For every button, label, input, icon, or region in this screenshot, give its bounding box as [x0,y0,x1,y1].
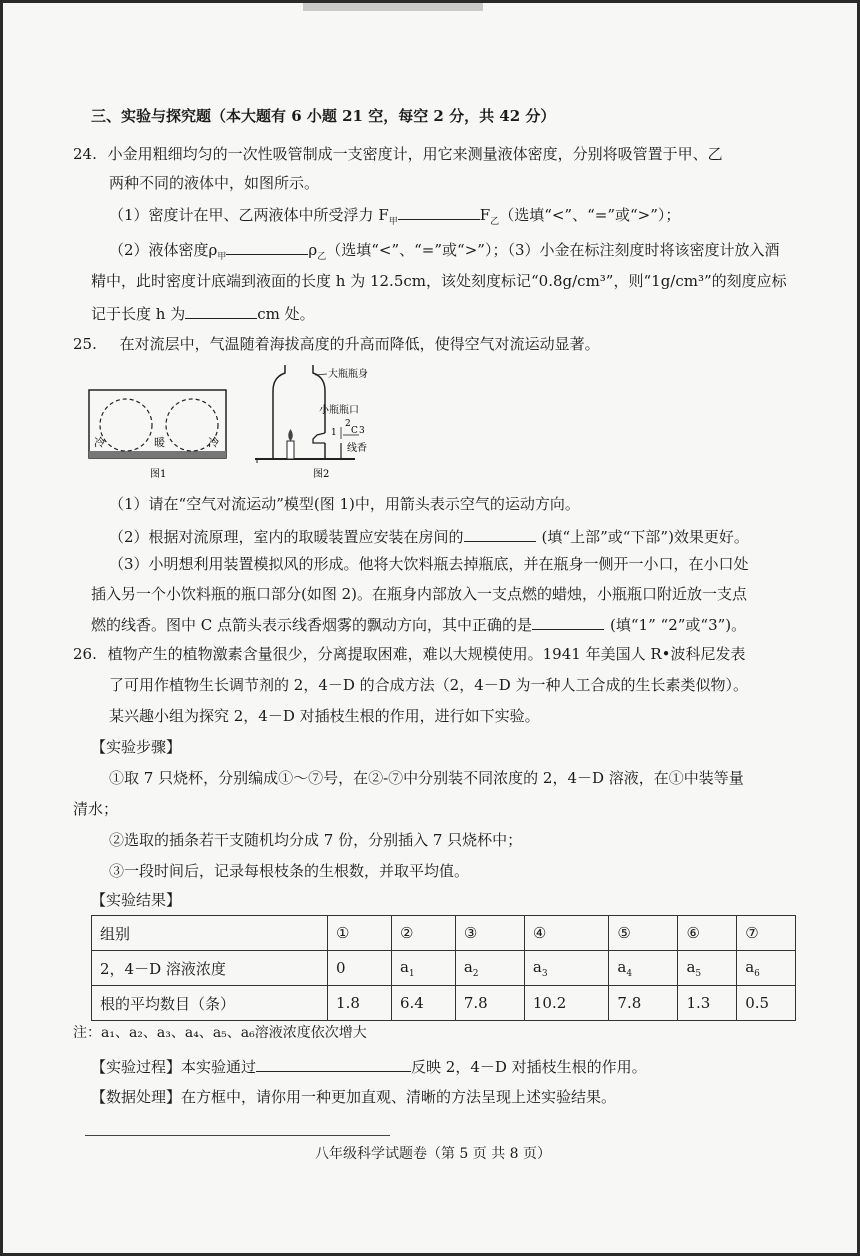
q26-number: 26. [73,645,97,663]
q24-part1-f: F [479,206,491,224]
q24-sub-jia2: 甲 [217,252,227,262]
table-cell: 0 [328,951,392,986]
q24-sub-jia: 甲 [388,217,398,227]
q25-part3-hint: (填“1” “2”或“3”)。 [610,616,747,634]
fig1-caption: 图1 [150,469,167,480]
table-cell: 2，4－D 溶液浓度 [92,951,328,986]
q24-part2 [109,238,780,267]
table-cell: ⑦ [737,916,796,951]
table-cell: $a_1$ [391,951,455,986]
table-cell: ④ [524,916,609,951]
table-cell: 6.4 [391,986,455,1021]
steps-title: 【实验步骤】 [91,738,182,756]
candle-flame [288,429,293,441]
q25-part1: （1）请在“空气对流运动”模型(图 1)中，用箭头表示空气的运动方向。 [109,495,580,513]
table-cell: 1.3 [678,986,737,1021]
big-bottle-outline [273,365,325,459]
table-cell: ③ [455,916,524,951]
q25-part2-hint: (填“上部”或“下部”)效果更好。 [541,528,749,546]
q25-text1: 在对流层中，气温随着海拔高度的升高而降低，使得空气对流运动显著。 [119,335,600,353]
q25-blank1[interactable] [464,525,536,542]
result-title: 【实验结果】 [91,891,182,909]
process-blank[interactable] [256,1055,411,1072]
q24-line1 [73,144,723,164]
fig1-cold-left: 冷 [94,436,105,449]
q25-part3-text: 燃的线香。图中 C 点箭头表示线香烟雾的飘动方向，其中正确的是 [91,616,533,634]
fig2-c: C [351,426,358,436]
q24-part1-hint: （选填“<”、“=”或“>”）； [499,206,681,224]
table-cell: $a_2$ [455,951,524,986]
table-cell: $a_4$ [609,951,678,986]
q24-part2-hint: （选填“<”、“=”或“>”）；（3）小金在标注刻度时将该密度计放入酒 [326,241,780,259]
q25-part3-line3 [91,613,746,635]
process-text: 【实验过程】本实验通过 [91,1058,257,1076]
table-cell: 10.2 [524,986,609,1021]
process-text-end: 反映 2，4－D 对插枝生根的作用。 [411,1058,647,1076]
table-cell: ② [391,916,455,951]
small-bottle-mouth [313,433,325,443]
table-cell: 0.5 [737,986,796,1021]
step-1-line1: ①取 7 只烧杯，分别编成①～⑦号，在②-⑦中分别装不同浓度的 2，4－D 溶液，在①中装等量 [109,769,744,787]
q24-part4-text: 记于长度 h 为 [91,305,186,323]
table-cell: $a_5$ [678,951,737,986]
candle [287,441,294,459]
table-note: 注：a₁、a₂、a₃、a₄、a₅、a₆溶液浓度依次增大 [73,1025,367,1041]
q25-part3-line1: （3）小明想利用装置模拟风的形成。他将大饮料瓶去掉瓶底，并在瓶身一侧开一小口，在小口处 [109,555,749,573]
q26-line2: 了可用作植物生长调节剂的 2，4－D 的合成方法（2，4－D 为一种人工合成的生长素类似物）。 [109,676,749,694]
q24-number: 24. [73,145,97,163]
q26-text1: 植物产生的植物激素含量很少，分离提取困难，难以大规模使用。1941 年美国人 R•波科尼发表 [107,645,746,663]
table-cell: 根的平均数目（条） [92,986,328,1021]
table-cell: 组别 [92,916,328,951]
q26-line1 [73,644,746,664]
fig2-incense-label: 线香 [347,443,367,454]
step-3: ③一段时间后，记录每根枝条的生根数，并取平均值。 [109,862,470,880]
fig1-cold-right: 冷 [208,436,219,449]
footer-divider [85,1135,390,1136]
q25-part2-text: （2）根据对流原理，室内的取暖装置应安装在房间的 [109,528,464,546]
q24-line2: 两种不同的液体中，如图所示。 [109,174,320,192]
results-table [91,915,796,1021]
fig1-warm: 暖 [154,436,165,449]
page-footer: 八年级科学试题卷（第 5 页 共 8 页） [314,1146,552,1162]
data-processing-line: 【数据处理】在方框中，请你用一种更加直观、清晰的方法呈现上述实验结果。 [91,1088,617,1106]
q24-part2-text: （2）液体密度ρ [109,241,218,259]
q26-line3: 某兴趣小组为探究 2，4－D 对插枝生根的作用，进行如下实验。 [109,707,540,725]
q25-part2 [109,525,749,547]
process-line [91,1055,647,1077]
fig2-num-2: 2 [345,419,351,429]
q24-blank2[interactable] [226,238,308,255]
q24-part4-unit: cm 处。 [257,305,315,323]
q24-part3: 精中，此时密度计底端到液面的长度 h 为 12.5cm，该处刻度标记“0.8g/cm³”，则“1g/cm³”的刻度应标 [91,272,787,290]
q25-line1 [73,334,600,354]
figure-1-convection-model [88,389,228,481]
table-cell: 7.8 [609,986,678,1021]
figure-2-wind-apparatus [255,363,385,481]
q24-part1-text: （1）密度计在甲、乙两液体中所受浮力 F [109,206,389,224]
q24-part2-rho: ρ [308,241,318,259]
section-title: 三、实验与探究题（本大题有 6 小题 21 空，每空 2 分，共 42 分） [91,107,556,125]
table-cell: $a_6$ [737,951,796,986]
step-2: ②选取的插条若干支随机均分成 7 份，分别插入 7 只烧杯中； [109,831,523,849]
step-1-line2: 清水； [73,800,119,818]
fig2-label-body: 大瓶瓶身 [328,369,368,380]
q24-blank3[interactable] [185,302,257,319]
table-cell: ⑤ [609,916,678,951]
q24-part4 [91,302,315,324]
q25-number: 25. [73,335,97,353]
fig2-label-mouth: 小瓶瓶口 [319,405,359,416]
table-row [92,916,796,951]
table-cell: ⑥ [678,916,737,951]
table-row [92,951,796,986]
scan-mark [303,3,483,11]
fig2-caption: 图2 [313,469,330,480]
q25-blank2[interactable] [532,613,604,630]
q24-sub-yi2: 乙 [317,252,327,262]
table-cell: 7.8 [455,986,524,1021]
q25-part3-line2: 插入另一个小饮料瓶的瓶口部分(如图 2)。在瓶身内部放入一支点燃的蜡烛，小瓶瓶口附近放一支点 [91,585,748,603]
fig2-num-3: 3 [359,426,365,436]
q24-sub-yi: 乙 [490,217,500,227]
left-convection-circle [100,399,152,451]
table-cell: $a_3$ [524,951,609,986]
q24-part1 [109,203,680,232]
table-row [92,986,796,1021]
table-cell: ① [328,916,392,951]
table-cell: 1.8 [328,986,392,1021]
fig2-num-1: 1 [331,428,337,438]
q24-text1: 小金用粗细均匀的一次性吸管制成一支密度计，用它来测量液体密度，分别将吸管置于甲、乙 [107,145,723,163]
q24-blank1[interactable] [398,203,480,220]
